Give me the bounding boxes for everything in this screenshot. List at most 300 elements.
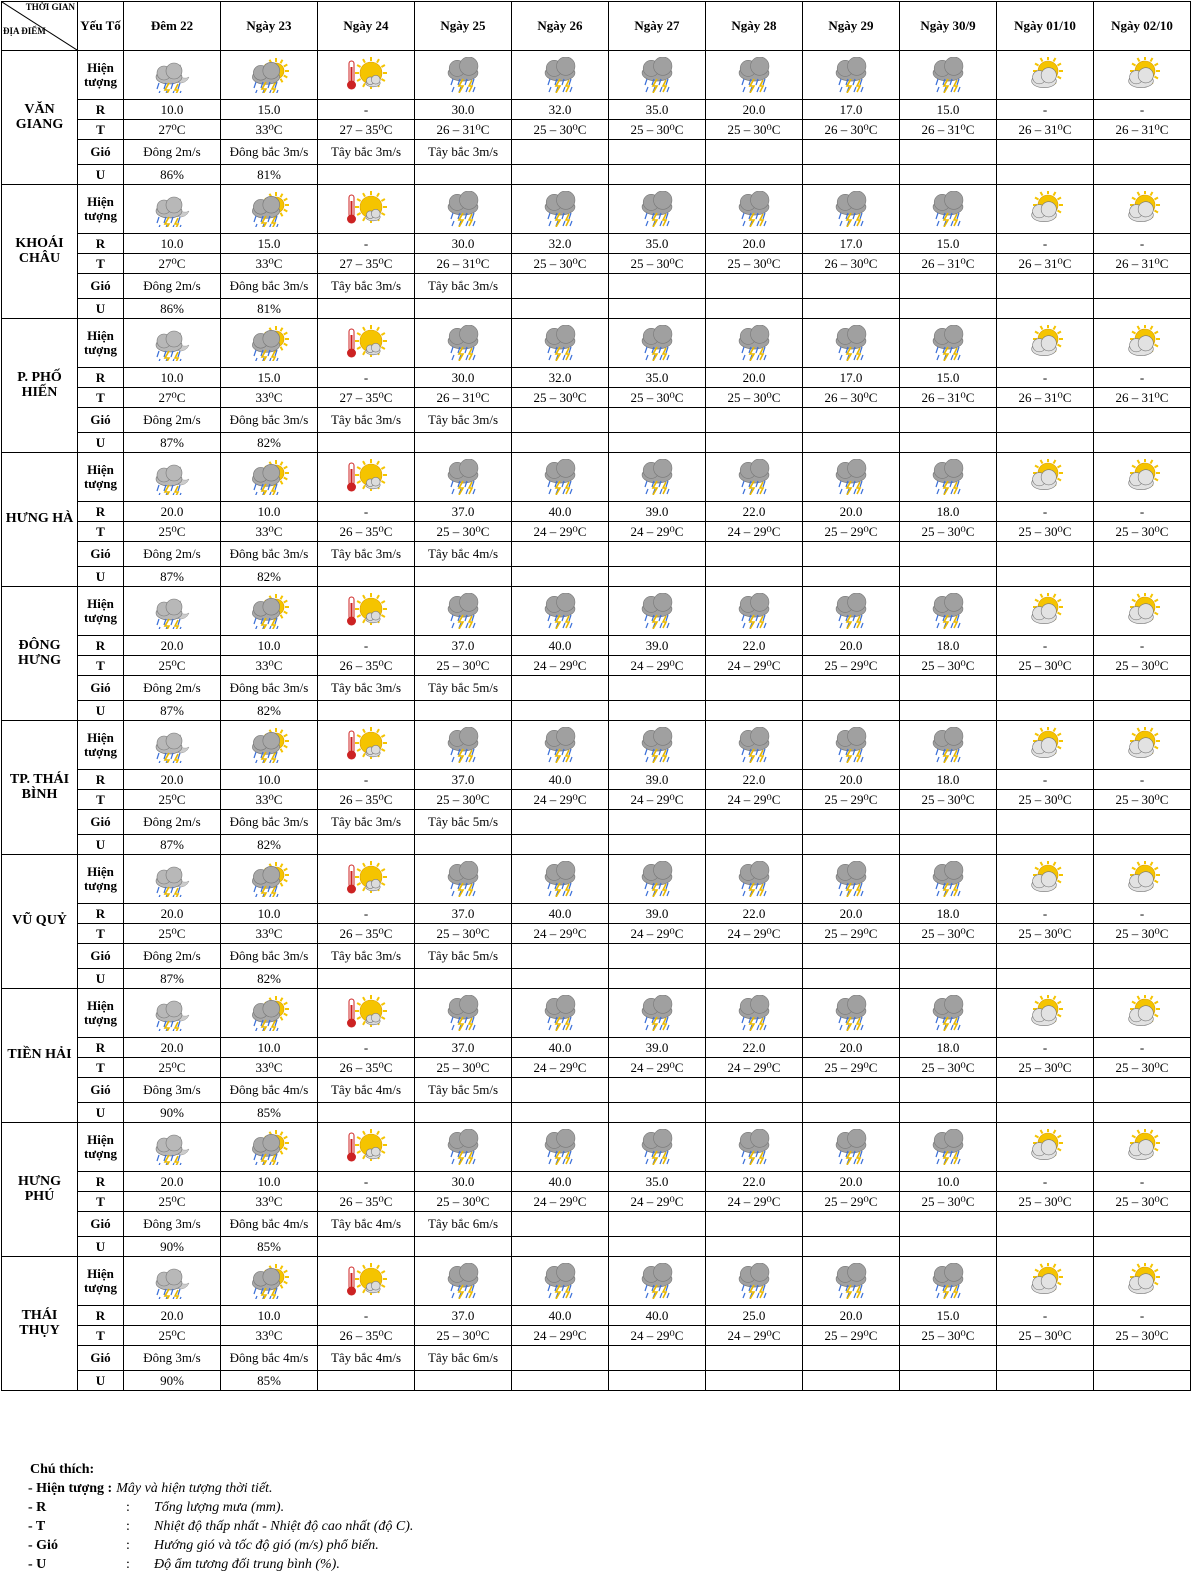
rain-storm-icon [636,593,678,629]
humidity-cell [803,1103,900,1123]
wind-cell: Đông bắc 3m/s [221,542,318,567]
note-value: Hướng gió và tốc độ gió (m/s) phổ biến. [154,1538,379,1553]
day-header: Ngày 02/10 [1094,2,1191,51]
wind-cell [609,676,706,701]
weather-icon-cell [124,319,221,368]
sun-cloud-icon [1024,727,1066,763]
sun-cloud-icon [1121,861,1163,897]
table-row [2,234,1191,254]
weather-icon-cell [415,1257,512,1306]
rain-cell: - [997,636,1094,656]
humidity-cell [318,567,415,587]
rain-cell: 30.0 [415,368,512,388]
wind-cell: Tây bắc 3m/s [415,274,512,299]
rain-cell: 10.0 [221,1306,318,1326]
rain-cell: - [1094,368,1191,388]
rain-storm-icon [539,995,581,1031]
sun-cloud-icon [1024,593,1066,629]
temp-cell: 26 – 35⁰C [318,1058,415,1078]
humidity-cell [900,835,997,855]
humidity-cell [609,1103,706,1123]
weather-icon-cell [221,989,318,1038]
humidity-cell [512,567,609,587]
temp-cell: 25 – 30⁰C [900,790,997,810]
weather-icon-cell [512,1123,609,1172]
rain-cell: - [997,1038,1094,1058]
temp-cell: 25 – 30⁰C [1094,1192,1191,1212]
temp-cell: 24 – 29⁰C [706,656,803,676]
weather-icon-cell [221,587,318,636]
rain-storm-icon [830,459,872,495]
temp-cell: 26 – 31⁰C [1094,120,1191,140]
weather-icon-cell [609,989,706,1038]
row-label-humidity: U [78,1371,124,1391]
weather-icon-cell [124,453,221,502]
weather-icon-cell [900,1257,997,1306]
temp-cell: 25 – 30⁰C [997,1192,1094,1212]
rain-storm-icon [442,1263,484,1299]
rain-cell: 18.0 [900,1038,997,1058]
rain-cell: 17.0 [803,368,900,388]
weather-icon-cell [1094,989,1191,1038]
wind-cell: Đông 2m/s [124,944,221,969]
row-label-wind: Gió [78,810,124,835]
table-row [2,1078,1191,1103]
rain-cell: 40.0 [512,502,609,522]
temp-cell: 33⁰C [221,254,318,274]
sun-cloud-icon [1121,191,1163,227]
temp-cell: 25 – 30⁰C [997,656,1094,676]
humidity-cell [1094,567,1191,587]
table-row [2,453,1191,502]
temp-cell: 25 – 30⁰C [1094,1326,1191,1346]
rain-cell: 18.0 [900,502,997,522]
rain-storm-icon [539,57,581,93]
rain-storm-icon [539,1263,581,1299]
humidity-cell [1094,835,1191,855]
weather-icon-cell [221,721,318,770]
humidity-cell [706,1103,803,1123]
rain-cell: 22.0 [706,770,803,790]
temp-cell: 25 – 30⁰C [415,790,512,810]
temp-cell: 26 – 35⁰C [318,1192,415,1212]
rain-cell: 20.0 [124,1172,221,1192]
humidity-cell [1094,165,1191,185]
wind-cell: Tây bắc 5m/s [415,1078,512,1103]
temp-cell: 24 – 29⁰C [512,1326,609,1346]
weather-icon-cell [706,1257,803,1306]
sun-cloud-icon [1024,1129,1066,1165]
temp-cell: 26 – 31⁰C [997,388,1094,408]
night-cloud-rain-icon [151,727,193,763]
humidity-cell [900,567,997,587]
wind-cell [609,944,706,969]
humidity-cell [706,969,803,989]
rain-cell: - [997,1172,1094,1192]
day-header: Ngày 23 [221,2,318,51]
weather-icon-cell [415,453,512,502]
weather-icon-cell [415,587,512,636]
weather-icon-cell [318,1123,415,1172]
sun-cloud-icon [1121,459,1163,495]
wind-cell [706,1212,803,1237]
wind-cell: Tây bắc 3m/s [415,140,512,165]
weather-icon-cell [415,1123,512,1172]
rain-cell: 40.0 [512,1306,609,1326]
row-label-phenomenon: Hiện tượng [78,1123,124,1172]
humidity-cell [706,701,803,721]
wind-cell [1094,1078,1191,1103]
rain-cell: 25.0 [706,1306,803,1326]
rain-storm-icon [636,1263,678,1299]
night-cloud-rain-icon [151,1263,193,1299]
temp-cell: 27⁰C [124,388,221,408]
legend-notes [28,1460,413,1574]
rain-storm-icon [830,861,872,897]
rain-storm-icon [442,459,484,495]
note-item [28,1517,413,1536]
row-label-humidity: U [78,701,124,721]
weather-icon-cell [221,185,318,234]
temp-cell: 25 – 30⁰C [1094,522,1191,542]
humidity-cell [900,969,997,989]
rain-storm-icon [442,325,484,361]
weather-icon-cell [706,319,803,368]
sun-cloud-storm-icon [248,459,290,495]
temp-cell: 26 – 31⁰C [997,120,1094,140]
weather-icon-cell [609,185,706,234]
rain-storm-icon [733,1129,775,1165]
weather-icon-cell [1094,721,1191,770]
table-row [2,1172,1191,1192]
temp-cell: 25 – 30⁰C [415,1058,512,1078]
rain-cell: - [1094,1038,1191,1058]
rain-cell: 32.0 [512,234,609,254]
humidity-cell [997,969,1094,989]
corner-time-label: THỜI GIAN [25,2,75,12]
rain-cell: - [318,368,415,388]
wind-cell: Đông 2m/s [124,274,221,299]
humidity-cell [609,433,706,453]
rain-storm-icon [636,861,678,897]
weather-icon-cell [318,51,415,100]
temp-cell: 25 – 29⁰C [803,924,900,944]
wind-cell: Đông bắc 4m/s [221,1078,318,1103]
wind-cell [803,274,900,299]
humidity-cell [997,299,1094,319]
wind-cell [803,676,900,701]
location-name: TP. THÁI BÌNH [2,721,78,855]
humidity-cell [609,299,706,319]
humidity-cell [1094,1237,1191,1257]
humidity-cell [900,1103,997,1123]
rain-cell: 39.0 [609,636,706,656]
rain-storm-icon [636,191,678,227]
weather-icon-cell [221,453,318,502]
sun-cloud-icon [1024,459,1066,495]
wind-cell [803,1346,900,1371]
weather-icon-cell [997,51,1094,100]
weather-icon-cell [706,855,803,904]
table-row [2,904,1191,924]
temp-cell: 25⁰C [124,1326,221,1346]
weather-icon-cell [706,185,803,234]
humidity-cell [318,835,415,855]
rain-storm-icon [927,57,969,93]
wind-cell: Đông bắc 3m/s [221,140,318,165]
weather-icon-cell [997,1257,1094,1306]
header-corner [2,2,78,51]
sun-cloud-storm-icon [248,995,290,1031]
table-row [2,1346,1191,1371]
row-label-temp: T [78,924,124,944]
note-value: Tổng lượng mưa (mm). [154,1500,285,1515]
wind-cell [609,408,706,433]
humidity-cell [1094,299,1191,319]
weather-icon-cell [803,721,900,770]
humidity-cell [900,701,997,721]
wind-cell [706,140,803,165]
temp-cell: 27 – 35⁰C [318,388,415,408]
temp-cell: 24 – 29⁰C [706,1192,803,1212]
rain-cell: 30.0 [415,234,512,254]
wind-cell: Tây bắc 3m/s [318,810,415,835]
humidity-cell [415,567,512,587]
night-cloud-rain-icon [151,191,193,227]
wind-cell [1094,810,1191,835]
weather-icon-cell [997,721,1094,770]
sun-cloud-icon [1121,57,1163,93]
rain-storm-icon [539,325,581,361]
wind-cell [900,140,997,165]
temp-cell: 25 – 30⁰C [1094,656,1191,676]
humidity-cell [803,299,900,319]
humidity-cell [318,165,415,185]
temp-cell: 24 – 29⁰C [609,790,706,810]
rain-cell: 10.0 [900,1172,997,1192]
humidity-cell [706,835,803,855]
temp-cell: 25 – 30⁰C [512,120,609,140]
wind-cell: Tây bắc 3m/s [318,408,415,433]
wind-cell: Đông 3m/s [124,1078,221,1103]
rain-storm-icon [927,861,969,897]
note-colon: : [126,1557,130,1572]
weather-icon-cell [803,1257,900,1306]
note-item [28,1479,413,1498]
corner-place-label: ĐỊA ĐIỂM [3,25,46,36]
hot-sun-thermometer-icon [345,459,387,495]
note-colon: : [126,1519,130,1534]
wind-cell [997,408,1094,433]
sun-cloud-storm-icon [248,191,290,227]
rain-storm-icon [927,727,969,763]
wind-cell: Đông bắc 3m/s [221,408,318,433]
weather-icon-cell [124,51,221,100]
note-value: Mây và hiện tượng thời tiết. [116,1481,273,1496]
rain-storm-icon [830,995,872,1031]
temp-cell: 25 – 30⁰C [997,924,1094,944]
night-cloud-rain-icon [151,459,193,495]
hot-sun-thermometer-icon [345,861,387,897]
temp-cell: 24 – 29⁰C [609,522,706,542]
wind-cell [706,944,803,969]
weather-icon-cell [706,51,803,100]
weather-icon-cell [318,721,415,770]
weather-icon-cell [512,587,609,636]
humidity-cell [318,433,415,453]
temp-cell: 25 – 30⁰C [609,254,706,274]
humidity-cell [803,1237,900,1257]
rain-cell: - [318,1172,415,1192]
note-item [28,1555,413,1574]
weather-icon-cell [900,453,997,502]
weather-icon-cell [900,587,997,636]
rain-storm-icon [539,727,581,763]
weather-icon-cell [1094,855,1191,904]
rain-cell: - [997,904,1094,924]
rain-cell: 20.0 [124,636,221,656]
wind-cell: Tây bắc 5m/s [415,944,512,969]
rain-storm-icon [733,1263,775,1299]
sun-cloud-storm-icon [248,727,290,763]
rain-cell: - [1094,1306,1191,1326]
humidity-cell [997,165,1094,185]
weather-icon-cell [706,989,803,1038]
sun-cloud-storm-icon [248,325,290,361]
rain-cell: 22.0 [706,904,803,924]
temp-cell: 24 – 29⁰C [609,1326,706,1346]
day-header: Ngày 25 [415,2,512,51]
row-label-humidity: U [78,835,124,855]
weather-icon-cell [609,319,706,368]
temp-cell: 25 – 30⁰C [900,1192,997,1212]
rain-storm-icon [830,1129,872,1165]
temp-cell: 33⁰C [221,522,318,542]
rain-cell: - [318,502,415,522]
day-header: Ngày 28 [706,2,803,51]
humidity-cell [997,433,1094,453]
rain-cell: 20.0 [803,1172,900,1192]
humidity-cell [1094,1371,1191,1391]
table-row [2,1306,1191,1326]
row-label-humidity: U [78,567,124,587]
humidity-cell [1094,701,1191,721]
rain-cell: 20.0 [706,368,803,388]
hot-sun-thermometer-icon [345,325,387,361]
wind-cell [803,1078,900,1103]
rain-cell: 18.0 [900,770,997,790]
rain-storm-icon [733,727,775,763]
temp-cell: 24 – 29⁰C [706,924,803,944]
humidity-cell [900,433,997,453]
temp-cell: 25 – 30⁰C [609,388,706,408]
wind-cell: Đông bắc 3m/s [221,810,318,835]
temp-cell: 25 – 30⁰C [900,1326,997,1346]
temp-cell: 25 – 30⁰C [997,1058,1094,1078]
rain-cell: 15.0 [900,368,997,388]
note-value: Độ ẩm tương đối trung bình (%). [154,1557,340,1572]
table-row [2,542,1191,567]
temp-cell: 26 – 31⁰C [415,120,512,140]
weather-icon-cell [318,1257,415,1306]
note-key: - T [28,1519,46,1534]
rain-cell: 40.0 [512,636,609,656]
day-header: Ngày 30/9 [900,2,997,51]
night-cloud-rain-icon [151,1129,193,1165]
sun-cloud-icon [1121,1129,1163,1165]
rain-cell: 20.0 [124,1306,221,1326]
wind-cell [900,944,997,969]
rain-storm-icon [927,459,969,495]
table-row [2,274,1191,299]
wind-cell: Đông 2m/s [124,140,221,165]
table-row [2,969,1191,989]
humidity-cell [997,1103,1094,1123]
wind-cell [1094,676,1191,701]
rain-cell: 30.0 [415,1172,512,1192]
humidity-cell: 81% [221,165,318,185]
rain-storm-icon [539,1129,581,1165]
wind-cell: Tây bắc 4m/s [318,1078,415,1103]
wind-cell [900,1078,997,1103]
rain-cell: 40.0 [609,1306,706,1326]
hot-sun-thermometer-icon [345,727,387,763]
rain-storm-icon [636,1129,678,1165]
rain-cell: 35.0 [609,368,706,388]
humidity-cell [609,1371,706,1391]
night-cloud-rain-icon [151,861,193,897]
rain-cell: 10.0 [124,368,221,388]
weather-icon-cell [706,587,803,636]
rain-cell: 15.0 [221,234,318,254]
temp-cell: 26 – 30⁰C [803,388,900,408]
table-row [2,924,1191,944]
location-name: ĐÔNG HƯNG [2,587,78,721]
humidity-cell: 90% [124,1237,221,1257]
humidity-cell [900,1371,997,1391]
row-label-humidity: U [78,299,124,319]
wind-cell [1094,140,1191,165]
table-row [2,299,1191,319]
note-colon: : [126,1500,130,1515]
rain-storm-icon [830,727,872,763]
wind-cell: Đông 2m/s [124,810,221,835]
row-label-temp: T [78,388,124,408]
table-row [2,1326,1191,1346]
weather-icon-cell [900,989,997,1038]
weather-icon-cell [512,855,609,904]
temp-cell: 24 – 29⁰C [609,1192,706,1212]
rain-storm-icon [733,325,775,361]
rain-cell: 10.0 [221,904,318,924]
table-row [2,1103,1191,1123]
humidity-cell [512,433,609,453]
sun-cloud-icon [1024,995,1066,1031]
wind-cell [609,1212,706,1237]
day-header: Ngày 24 [318,2,415,51]
temp-cell: 25⁰C [124,924,221,944]
rain-storm-icon [927,593,969,629]
day-header: Ngày 01/10 [997,2,1094,51]
wind-cell: Đông 3m/s [124,1346,221,1371]
table-row [2,502,1191,522]
rain-cell: - [318,100,415,120]
humidity-cell: 90% [124,1371,221,1391]
wind-cell [1094,944,1191,969]
table-row [2,1038,1191,1058]
wind-cell [1094,274,1191,299]
temp-cell: 25 – 30⁰C [415,656,512,676]
